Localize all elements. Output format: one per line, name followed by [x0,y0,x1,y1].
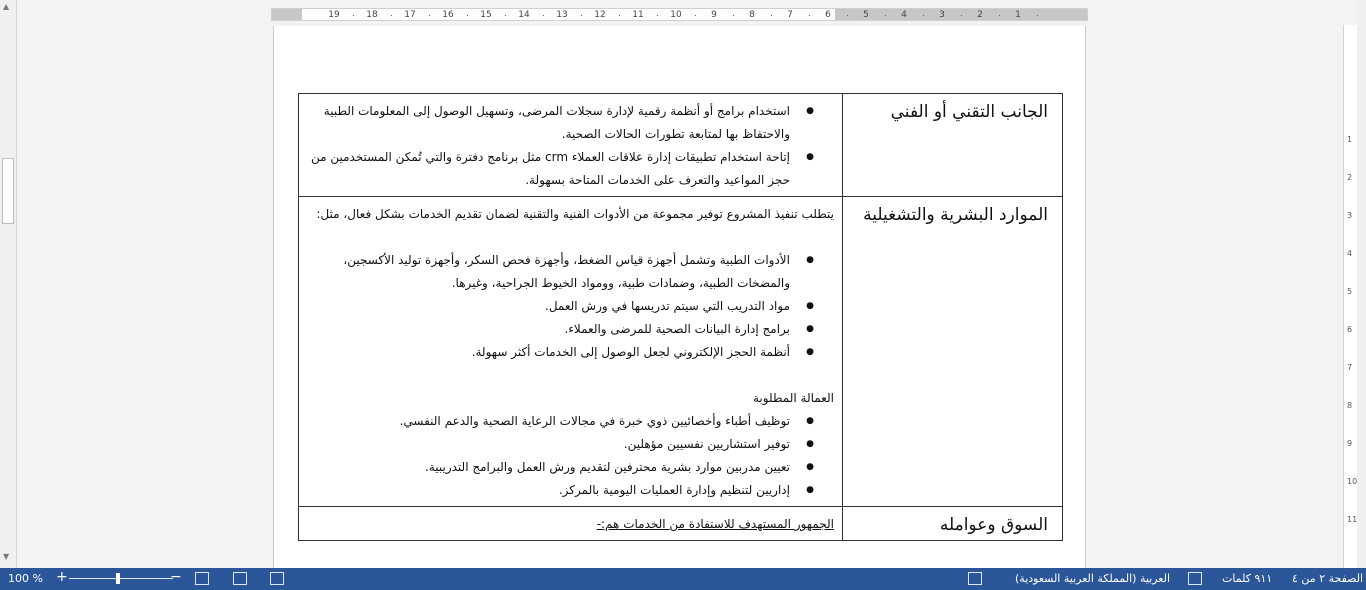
ruler-number: 5 [863,10,869,20]
ruler-tick [505,15,506,16]
zoom-level[interactable]: 100 % [8,572,43,585]
list-item: ● الأدوات الطبية وتشمل أجهزة قياس الضغط، وأجهزة فحص السكر، وأجهزة توليد الأكسجين، والمضخات الطبية، وضمادات طبية، وومواد الخيوط الجراحية، وغيرها. [305,249,834,295]
ruler-left-margin [272,9,302,20]
ruler-tick [923,15,924,16]
table-row [299,197,1063,507]
web-layout-icon[interactable] [195,572,209,585]
scroll-up-icon[interactable]: ▲ [3,2,10,11]
ruler-tick [961,15,962,16]
status-bar [0,568,1366,590]
list-item: ● إتاحة استخدام تطبيقات إدارة علاقات العملاء crm مثل برنامج دفترة والتي تُمكن المستخدمين من حجز المواعيد والتعرف على الخدمات المتاحة بسهولة. [305,146,834,192]
ruler-tick [391,15,392,16]
ruler-tick [429,15,430,16]
zoom-slider-thumb[interactable] [116,573,120,584]
vertical-ruler[interactable] [1343,25,1357,568]
vruler-number: 4 [1347,249,1353,258]
vruler-number: 6 [1347,325,1353,334]
ruler-tick [771,15,772,16]
right-scrollbar[interactable] [1357,0,1366,568]
row-content[interactable] [299,507,843,541]
list-item: ● توفير استشاريين نفسيين مؤهلين. [305,433,834,456]
vruler-number: 11 [1347,515,1358,524]
print-layout-icon[interactable] [233,572,247,585]
page-indicator[interactable]: الصفحة ٢ من ٤ [1292,572,1364,585]
business-plan-table [298,93,1063,541]
ruler-tick [999,15,1000,16]
ruler-number: 3 [939,10,945,20]
macro-record-icon[interactable] [968,572,982,585]
ruler-number: 6 [825,10,831,20]
ruler-number: 14 [518,10,530,20]
audience-intro: الجمهور المستهدف للاستفادة من الخدمات هم:- [596,517,834,531]
ruler-tick [885,15,886,16]
ruler-number: 4 [901,10,907,20]
left-scroll-area[interactable] [0,0,17,568]
list-item: ● برامج إدارة البيانات الصحية للمرضى والعملاء. [305,318,834,341]
vruler-number: 2 [1347,173,1353,182]
table-row [299,507,1063,541]
language-indicator[interactable]: العربية (المملكة العربية السعودية) [1015,572,1171,585]
ruler-number: 7 [787,10,793,20]
ruler-tick [581,15,582,16]
ruler-tick [353,15,354,16]
ruler-number: 17 [404,10,416,20]
ruler-tick [847,15,848,16]
horizontal-ruler[interactable] [271,8,1088,21]
ruler-number: 10 [670,10,682,20]
row-content[interactable] [299,197,843,507]
proofing-icon[interactable] [1188,572,1202,585]
ruler-tick [619,15,620,16]
list-item: ● استخدام برامج أو أنظمة رقمية لإدارة سجلات المرضى، وتسهيل الوصول إلى المعلومات الطبية والاحتفاظ بها لمتابعة تطورات الحالات الصحية. [305,100,834,146]
zoom-in-button[interactable]: + [56,569,68,585]
row-heading: الموارد البشرية والتشغيلية [843,197,1063,507]
ruler-number: 15 [480,10,492,20]
ruler-number: 2 [977,10,983,20]
word-count[interactable]: ٩١١ كلمات [1222,572,1273,585]
table-row [299,94,1063,197]
ruler-number: 16 [442,10,454,20]
ruler-tick [695,15,696,16]
ruler-number: 18 [366,10,378,20]
list-item: ● تعيين مدربين موارد بشرية محترفين لتقديم ورش العمل والبرامج التدريبية. [305,456,834,479]
zoom-out-button[interactable]: − [170,569,182,585]
ruler-tick [657,15,658,16]
row-content[interactable] [299,94,843,197]
scroll-down-icon[interactable]: ▼ [3,552,10,561]
list-item: ● أنظمة الحجز الإلكتروني لجعل الوصول إلى الخدمات أكثر سهولة. [305,341,834,364]
vruler-number: 7 [1347,363,1353,372]
labor-title: العمالة المطلوبة [753,391,834,405]
row-heading: السوق وعوامله [843,507,1063,541]
ruler-tick [733,15,734,16]
read-mode-icon[interactable] [270,572,284,585]
intro-paragraph: يتطلب تنفيذ المشروع توفير مجموعة من الأدوات الفنية والتقنية لضمان تقديم الخدمات بشكل فعال، مثل: [316,207,834,221]
ruler-tick [543,15,544,16]
vruler-number: 5 [1347,287,1353,296]
list-item: ● مواد التدريب التي سيتم تدريسها في ورش العمل. [305,295,834,318]
vruler-number: 1 [1347,135,1353,144]
row-heading: الجانب التقني أو الفني [843,94,1063,197]
ruler-number: 13 [556,10,568,20]
list-item: ● إداريين لتنظيم وإدارة العمليات اليومية بالمركز. [305,479,834,502]
ruler-number: 19 [328,10,340,20]
vruler-number: 10 [1347,477,1358,486]
ruler-number: 12 [594,10,606,20]
ruler-number: 8 [749,10,755,20]
scroll-thumb[interactable] [2,158,14,224]
zoom-slider[interactable] [69,578,173,579]
vruler-number: 8 [1347,401,1353,410]
ruler-number: 1 [1015,10,1021,20]
list-item: ● توظيف أطباء وأخصائيين ذوي خبرة في مجالات الرعاية الصحية والدعم النفسي. [305,410,834,433]
ruler-tick [467,15,468,16]
vruler-number: 9 [1347,439,1353,448]
document-page[interactable] [273,26,1086,571]
ruler-tick [1037,15,1038,16]
ruler-number: 9 [711,10,717,20]
ruler-number: 11 [632,10,644,20]
ruler-tick [809,15,810,16]
vruler-number: 3 [1347,211,1353,220]
